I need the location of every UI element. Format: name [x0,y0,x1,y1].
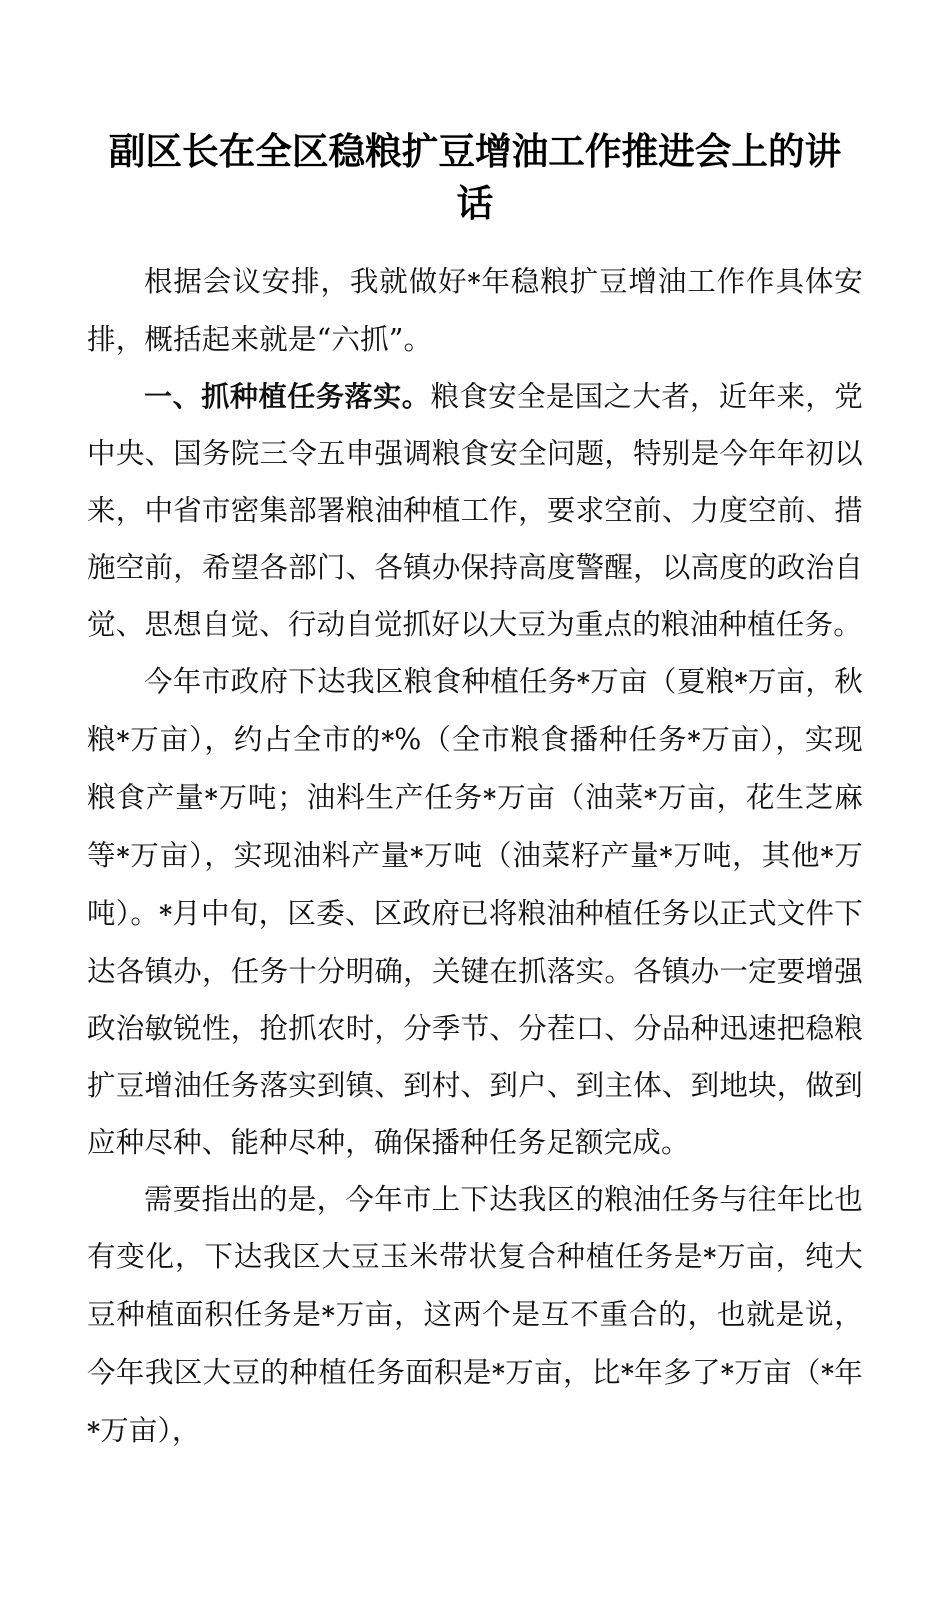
redaction-mark: * [820,842,834,871]
redaction-mark: * [820,1359,835,1388]
redaction-mark: * [687,726,701,755]
paragraph-1: 根据会议安排，我就做好*年稳粮扩豆增油工作作具体安排，概括起来就是“六抓”。 [87,265,863,356]
section-heading-body: 粮食安全是国之大者，近年来，党中央、国务院三令五申强调粮食安全问题，特别是今年年初以来，中省市密集部署粮油种植工作，要求空前、力度空前、措施空前，希望各部门、各镇办保持高度警醒，以高度的政治自觉、思想自觉、行动自觉抓好以大豆为重点的粮油种植任务。 [87,380,863,641]
redaction-mark: * [116,842,130,871]
paragraph-4: 需要指出的是，今年市上下达我区的粮油任务与往年比也有变化，下达我区大豆玉米带状复合种植任务是*万亩，纯大豆种植面积任务是*万亩，这两个是互不重合的，也就是说，今年我区大豆的种植任务面积是*万亩，比*年多了*万亩（*年*万亩）， [87,1183,863,1447]
redaction-mark: * [720,1359,734,1388]
redaction-mark: * [381,726,395,755]
redaction-mark: * [321,1301,335,1330]
redaction-mark: * [204,784,218,813]
redaction-mark: * [703,1243,717,1272]
page-title: 副区长在全区稳粮扩豆增油工作推进会上的讲话 [108,129,842,225]
redaction-mark: * [159,900,173,929]
redaction-mark: * [491,1359,505,1388]
redaction-mark: * [576,668,590,697]
redaction-mark: * [644,784,658,813]
paragraph-3: 今年市政府下达我区粮食种植任务*万亩（夏粮*万亩，秋粮*万亩），约占全市的*%（全市粮食播种任务*万亩），实现粮食产量*万吨；油料生产任务*万亩（油菜*万亩，花生芝麻等*万亩），实现油料产量*万吨（油菜籽产量*万吨，其他*万吨）。*月中旬，区委、区政府已将粮油种植任务以正式文件下达各镇办，任务十分明确，关键在抓落实。各镇办一定要增强政治敏锐性，抢抓农时，分季节、分茬口、分品种迅速把稳粮扩豆增油任务落实到镇、到村、到户、到主体、到地块，做到应种尽种、能种尽种，确保播种任务足额完成。 [87,665,864,1159]
redaction-mark: * [87,1417,101,1446]
document-body [87,0,863,1620]
redaction-mark: * [620,1359,634,1388]
redaction-mark: * [483,784,497,813]
redaction-mark: * [659,842,673,871]
redaction-mark: * [410,842,424,871]
section-heading-lead: 一、抓种植任务落实。 [144,380,431,413]
redaction-mark: * [116,726,130,755]
redaction-mark: * [734,668,748,697]
redaction-mark: * [467,268,481,297]
paragraph-2-section [87,368,863,653]
page-bottom-whitespace [87,1460,863,1620]
